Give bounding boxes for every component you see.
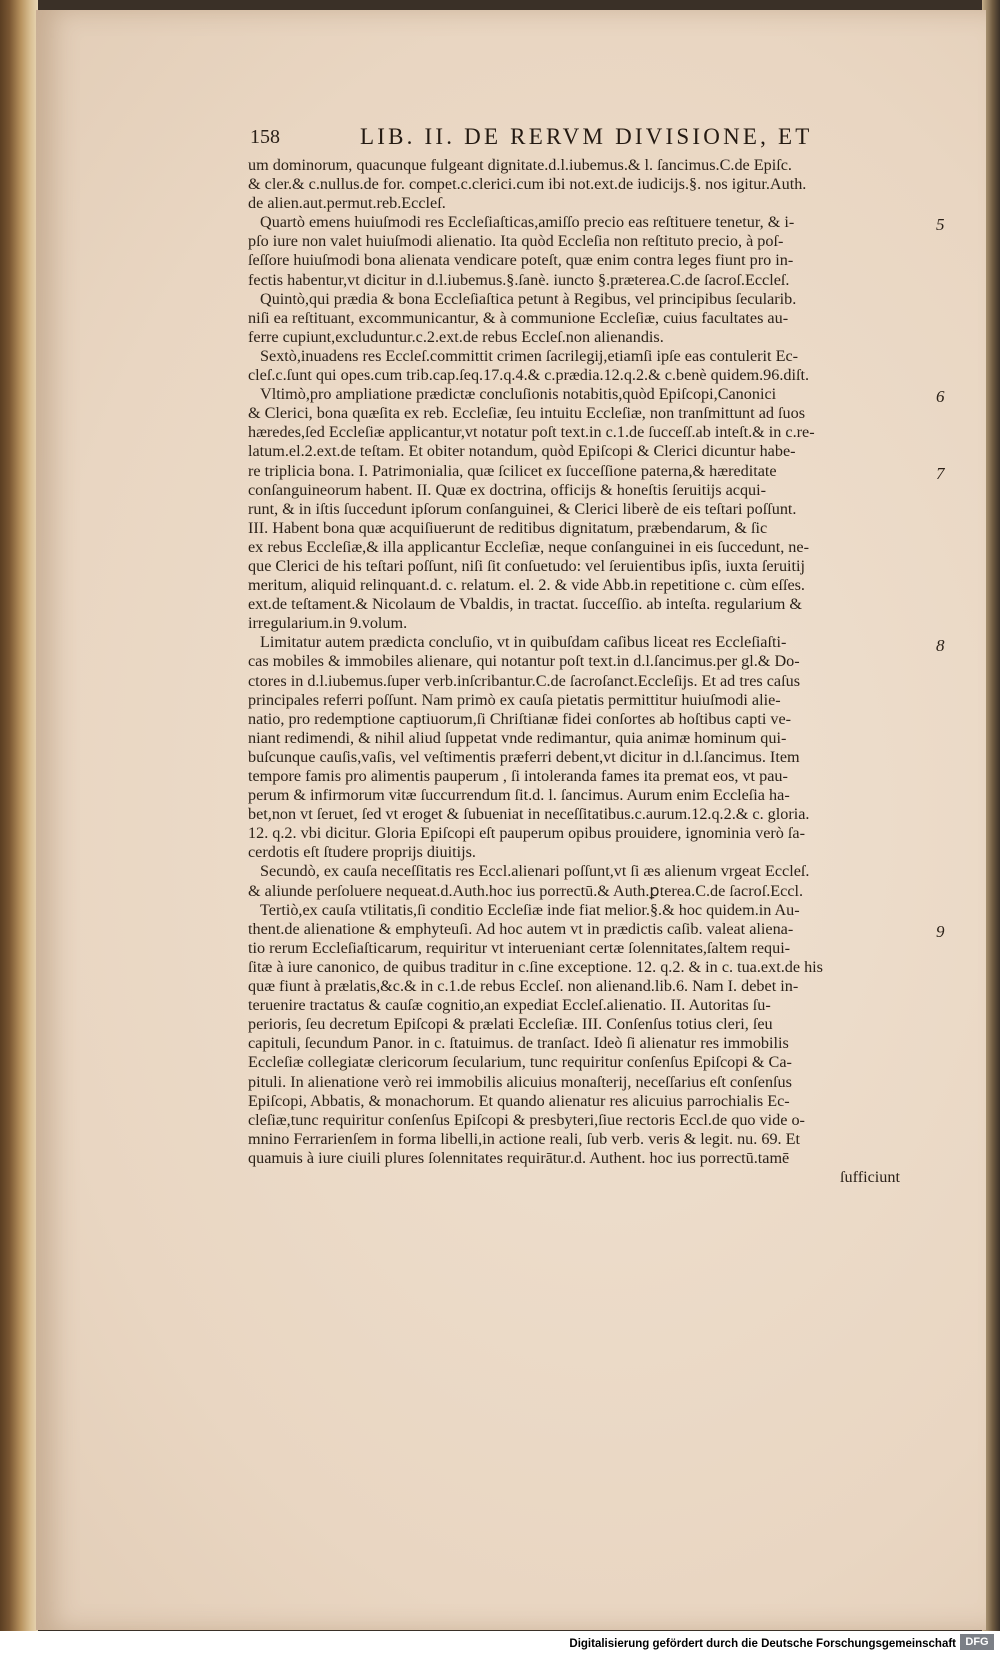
text-line: niſi ea reſtituant, excommunicantur, & à communione Eccleſiæ, cuius facultates au-: [248, 308, 789, 327]
text-line: tio rerum Eccleſiaſticarum, requiritur vt interueniant certæ ſolennitates,ſaltem requi-: [248, 938, 791, 957]
text-line: III. Habent bona quæ acquiſiuerunt de reditibus dignitatum, præbendarum, & ſic: [248, 518, 768, 537]
text-line: tempore famis pro alimentis pauperum , ſi intoleranda fames ita premat eos, vt pau-: [248, 767, 788, 785]
text-line: cleſiæ,tunc requiritur conſenſus Epiſcopi & presbyteri,ſiue rectoris Eccl.de quo vide o-: [248, 1110, 805, 1129]
text-line: cerdotis eſt ſtudere proprijs diuitijs.: [248, 843, 476, 862]
page-header: [250, 124, 900, 154]
margin-number: 8: [936, 635, 945, 655]
text-line: Vltimò,pro ampliatione prædictæ concluſionis notabitis,quòd Epiſcopi,Canonici: [260, 385, 777, 404]
text-line: ſeſſore huiuſmodi bona alienata vendicare poteſt, quæ enim contra leges fiunt pro in-: [248, 251, 794, 270]
text-line: buſcunque cauſis,vaſis, vel veſtimentis præferri debent,vt dicitur in d.l.ſancimus. Item: [248, 747, 800, 766]
running-head: LIB. II. DE RERVM DIVISIONE, ET: [360, 124, 813, 149]
text-line: latum.el.2.ext.de teſtam. Et obiter notandum, quòd Epiſcopi & Clerici dicuntur habe-: [248, 442, 796, 461]
text-line: thent.de alienatione & emphyteuſi. Ad hoc autem vt in prædictis caſib. valeat aliena-: [248, 919, 794, 938]
text-line: um dominorum, quacunque fulgeant dignitate.d.l.iubemus.& l. ſancimus.C.de Epiſc.: [248, 156, 792, 174]
text-line: runt, & in iſtis ſuccedunt ipſorum conſanguinei, & Clerici liberè de eis teſtari poſſunt.: [248, 499, 797, 518]
text-line: & aliunde perſoluere nequeat.d.Auth.hoc ius porrectū.& Auth.ꝑterea.C.de ſacroſ.Eccl.: [248, 881, 804, 900]
body-text: [248, 156, 930, 1187]
text-line: de alien.aut.permut.reb.Eccleſ.: [248, 194, 446, 213]
text-line: natio, pro redemptione captiuorum,ſi Chriſtianæ fidei conſortes ab hoſtibus capti ve-: [248, 709, 792, 728]
margin-number: 9: [936, 922, 945, 941]
text-line: pſo iure non valet huiuſmodi alienatio. Ita quòd Eccleſia non reſtituto precio, à poſ-: [248, 232, 784, 251]
text-line: ferre cupiunt,excluduntur.c.2.ext.de rebus Eccleſ.non alienandis.: [248, 327, 664, 346]
text-line: quæ fiunt à prælatis,&c.& in c.1.de rebus Eccleſ. non alienand.lib.6. Nam I. debet in-: [248, 977, 799, 996]
text-line: ex rebus Eccleſiæ,& illa applicantur Eccleſiæ, neque conſanguinei in eis ſuccedunt, ne-: [248, 537, 809, 556]
text-line: Secundò, ex cauſa neceſſitatis res Eccl.alienari poſſunt,vt ſi æs alienum vrgeat Eccleſ.: [260, 862, 810, 881]
dfg-logo: DFG: [960, 1634, 994, 1650]
text-line: principales referri poſſunt. Nam primò ex cauſa pietatis permittitur huiuſmodi alie-: [248, 690, 781, 709]
text-line: Quartò emens huiuſmodi res Eccleſiaſticas,amiſſo precio eas reſtituere tenetur, & i-: [260, 213, 795, 232]
text-line: mnino Ferrarienſem in forma libelli,in actione reali, ſub verb. veris & legit. nu. 69. Et: [248, 1129, 801, 1148]
text-line: niant redimendi, & nihil aliud ſuppetat vnde redimantur, quia animæ hominum qui-: [248, 728, 787, 747]
text-line: que Clerici de his teſtari poſſunt, niſi ſit conſuetudo: vel ſeruientibus ipſis, iuxta ſeruitij: [248, 556, 806, 575]
text-line: capituli, ſecundum Panor. in c. ſtatuimus. de tranſact. Ideò ſi alienatur res immobilis: [248, 1034, 789, 1053]
text-line: pituli. In alienatione verò rei immobilis alicuius monaſterij, neceſſarius eſt conſenſus: [248, 1072, 792, 1091]
text-line: ctores in d.l.iubemus.ſuper verb.inſcribantur.C.de ſacroſanct.Eccleſijs. Et ad tres caſus: [248, 671, 800, 690]
text-line: conſanguineorum habent. II. Quæ ex doctrina, officijs & honeſtis ſeruitijs acqui-: [248, 480, 767, 499]
digitization-credit: Digitalisierung gefördert durch die Deutsche Forschungsgemeinschaft: [569, 1638, 956, 1650]
text-line: perioris, ſeu decretum Epiſcopi & prælati Eccleſiæ. III. Conſenſus totius cleri, ſeu: [248, 1015, 773, 1034]
text-line: irregularium.in 9.volum.: [248, 614, 408, 633]
text-line: & cler.& c.nullus.de for. compet.c.clerici.cum ibi not.ext.de iudicijs.§. nos igitur.Auth.: [248, 175, 807, 194]
text-line: re triplicia bona. I. Patrimonialia, quæ ſcilicet ex ſucceſſione paterna,& hæreditate: [248, 461, 777, 480]
text-line: 12. q.2. vbi dicitur. Gloria Epiſcopi eſt pauperum opibus prouidere, ignominia verò ſa-: [248, 824, 805, 843]
text-line: ſitæ à iure canonico, de quibus traditur in c.ſine exceptione. 12. q.2. & in c. tua.ext.de his: [248, 957, 823, 976]
page-number: 158: [250, 126, 280, 148]
margin-number: 5: [936, 215, 945, 235]
text-line: fectis habentur,vt dicitur in d.l.iubemus.§.ſanè. iuncto §.prӕterea.C.de ſacroſ.Eccleſ.: [248, 270, 790, 289]
text-line: ext.de teſtament.& Nicolaum de Vbaldis, in tractat. ſucceſſio. ab inteſta. regularium &: [248, 595, 802, 614]
text-line: Sextò,inuadens res Eccleſ.committit crimen ſacrilegij,etiamſi ipſe eas contulerit Ec-: [260, 346, 799, 365]
text-line: perum & infirmorum vitæ ſuccurrendum ſit.d. l. ſancimus. Aurum enim Eccleſia ha-: [248, 786, 790, 805]
text-line: ſufficiunt: [840, 1167, 900, 1186]
text-line: Limitatur autem prædicta concluſio, vt in quibuſdam caſibus liceat res Eccleſiaſti-: [260, 633, 787, 652]
text-line: teruenire tractatus & cauſæ cognitio,an expediat Eccleſ.alienatio. II. Autoritas ſu-: [248, 996, 771, 1015]
footer-bar: [0, 1631, 1000, 1653]
book-spine-edge: [0, 0, 38, 1653]
text-line: Epiſcopi, Abbatis, & monachorum. Et quando alienatur res alicuius parrochialis Ec-: [248, 1091, 790, 1110]
text-line: bet,non vt ſeruet, ſed vt eroget & ſubueniat in neceſſitatibus.c.aurum.12.q.2.& c. gloria.: [248, 805, 810, 824]
text-line: hæredes,ſed Eccleſiæ applicantur,vt notatur poſt text.in c.1.de ſucceſſ.ab inteſt.& in c.re-: [248, 423, 815, 442]
text-line: Tertiò,ex cauſa vtilitatis,ſi conditio Eccleſiæ inde fiat melior.§.& hoc quidem.in Au-: [260, 900, 800, 919]
margin-number: 7: [936, 463, 945, 483]
text-line: quamuis à iure ciuili plures ſolennitates requirātur.d. Authent. hoc ius porrectū.tamē: [248, 1148, 790, 1167]
margin-number: 6: [936, 387, 945, 407]
text-line: Quintò,qui prædia & bona Eccleſiaſtica petunt à Regibus, vel principibus ſecularib.: [260, 289, 797, 308]
text-line: meritum, aliquid relinquant.d. c. relatum. el. 2. & vide Abb.in repetitione c. cùm eſſes.: [248, 576, 805, 595]
text-line: cas mobiles & immobiles alienare, qui notantur poſt text.in d.l.ſancimus.per gl.& Do-: [248, 652, 800, 671]
text-line: Eccleſiæ collegiatæ clericorum ſecularium, tunc requiritur conſenſus Epiſcopi & Ca-: [248, 1053, 792, 1072]
text-line: cleſ.c.ſunt qui opes.cum trib.cap.ſeq.17.q.4.& c.prædia.12.q.2.& c.benè quidem.96.diſt.: [248, 366, 810, 385]
text-line: & Clerici, bona quæſita ex reb. Eccleſiæ, ſeu intuitu Eccleſiæ, non tranſmittunt ad ſuos: [248, 404, 805, 423]
